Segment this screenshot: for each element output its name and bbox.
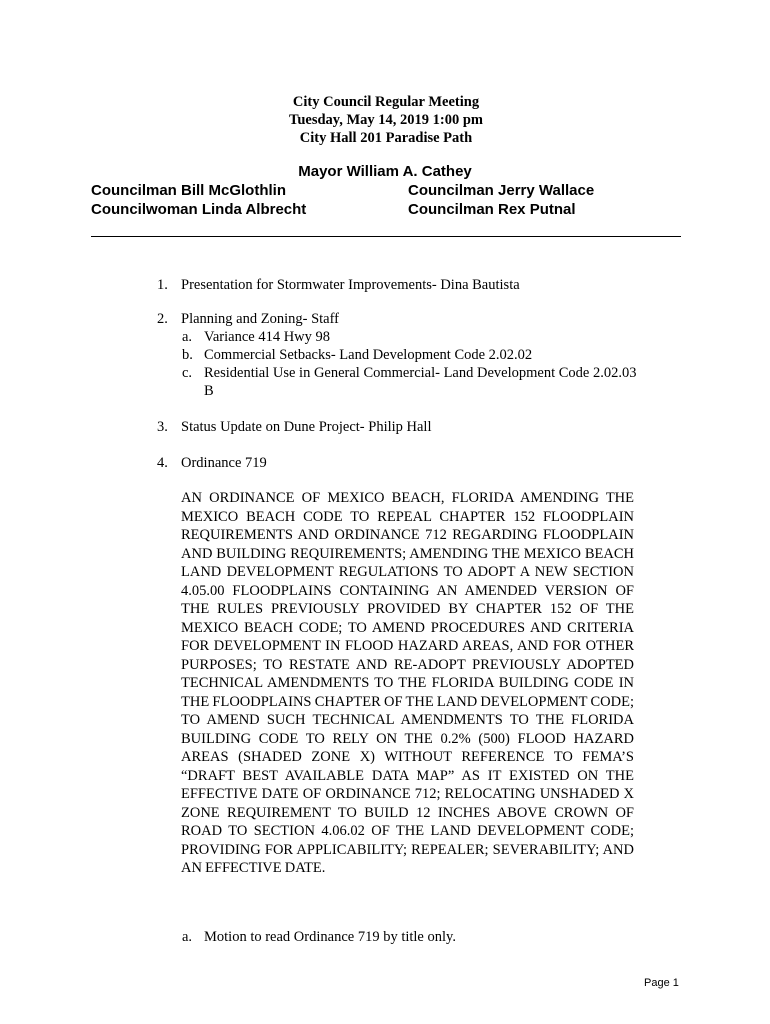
ordinance-719-body: AN ORDINANCE OF MEXICO BEACH, FLORIDA AMENDING THE MEXICO BEACH CODE TO REPEAL CHAPTER 152 FLOODPLAIN REQUIREMENTS AND ORDINANCE 712 REGARDING FLOODPLAIN AND BUILDING REQUIREMENTS; AMENDING THE MEXICO BEACH LAND DEVELOPMENT REGULATIONS TO ADOPT A NEW SECTION 4.05.00 FLOODPLAINS CONTAINING AN AMENDED VERSION OF THE RULES PREVIOUSLY PROVIDED BY CHAPTER 152 OF THE MEXICO BEACH CODE; TO AMEND PROCEDURES AND CRITERIA FOR DEVELOPMENT IN FLOOD HAZARD AREAS, AND FOR OTHER PURPOSES; TO RESTATE AND RE-ADOPT PREVIOUSLY ADOPTED TECHNICAL AMENDMENTS TO THE FLORIDA BUILDING CODE IN THE FLOODPLAINS CHAPTER OF THE LAND DEVELOPMENT CODE; TO AMEND SUCH TECHNICAL AMENDMENTS TO THE FLORIDA BUILDING CODE TO RELY ON THE 0.2% (500) FLOOD HAZARD AREAS (SHADED ZONE X) WITHOUT REFERENCE TO FEMA’S “DRAFT BEST AVAILABLE DATA MAP” AS IT EXISTED ON THE EFFECTIVE DATE OF ORDINANCE 712; RELOCATING UNSHADED X ZONE REQUIREMENT TO BUILD 12 INCHES ABOVE CROWN OF ROAD TO SECTION 4.06.02 OF THE LAND DEVELOPMENT CODE; PROVIDING FOR APPLICABILITY; REPEALER; SEVERABILITY; AND AN EFFECTIVE DATE.	[181, 490, 634, 876]
subitem-text-continuation: B	[204, 383, 214, 399]
agenda-subitem-2a	[182, 328, 331, 346]
agenda-item-number: 3.	[157, 419, 168, 435]
agenda-item-number: 4.	[157, 455, 168, 471]
page-number: Page 1	[644, 977, 679, 989]
councilman-mcglothlin: Councilman Bill McGlothlin	[91, 182, 286, 199]
council-row-2	[91, 201, 691, 218]
subitem-text: Variance 414 Hwy 98	[204, 329, 331, 345]
council-row-1	[91, 182, 691, 199]
agenda-item-text: Presentation for Stormwater Improvements- Dina Bautista	[181, 277, 520, 293]
subitem-letter: b.	[182, 347, 193, 363]
meeting-title: City Council Regular Meeting	[292, 94, 480, 110]
header-divider	[91, 236, 681, 237]
subitem-letter: a.	[182, 929, 193, 945]
meeting-location: City Hall 201 Paradise Path	[299, 130, 473, 146]
subitem-text: Residential Use in General Commercial- Land Development Code 2.02.03	[204, 365, 637, 381]
agenda-item-text: Planning and Zoning- Staff	[181, 311, 340, 327]
agenda-subitem-2c-continuation	[204, 382, 214, 400]
agenda-item-text: Status Update on Dune Project- Philip Hall	[181, 419, 432, 435]
subitem-letter: a.	[182, 329, 193, 345]
agenda-item-number: 1.	[157, 277, 168, 293]
meeting-datetime: Tuesday, May 14, 2019 1:00 pm	[288, 112, 484, 128]
agenda-subitem-2c	[182, 364, 637, 382]
subitem-text: Commercial Setbacks- Land Development Code 2.02.02	[204, 347, 533, 363]
councilman-putnal: Councilman Rex Putnal	[408, 201, 576, 218]
agenda-subitem-2b	[182, 346, 533, 364]
agenda-item-number: 2.	[157, 311, 168, 327]
subitem-text: Motion to read Ordinance 719 by title only.	[204, 929, 456, 945]
mayor-name: Mayor William A. Cathey	[298, 163, 472, 180]
councilman-wallace: Councilman Jerry Wallace	[408, 182, 595, 199]
agenda-subitem-4a	[182, 928, 456, 946]
meeting-header	[0, 93, 770, 147]
councilwoman-albrecht: Councilwoman Linda Albrecht	[91, 201, 307, 218]
subitem-letter: c.	[182, 365, 193, 381]
agenda-item-text: Ordinance 719	[181, 455, 267, 471]
